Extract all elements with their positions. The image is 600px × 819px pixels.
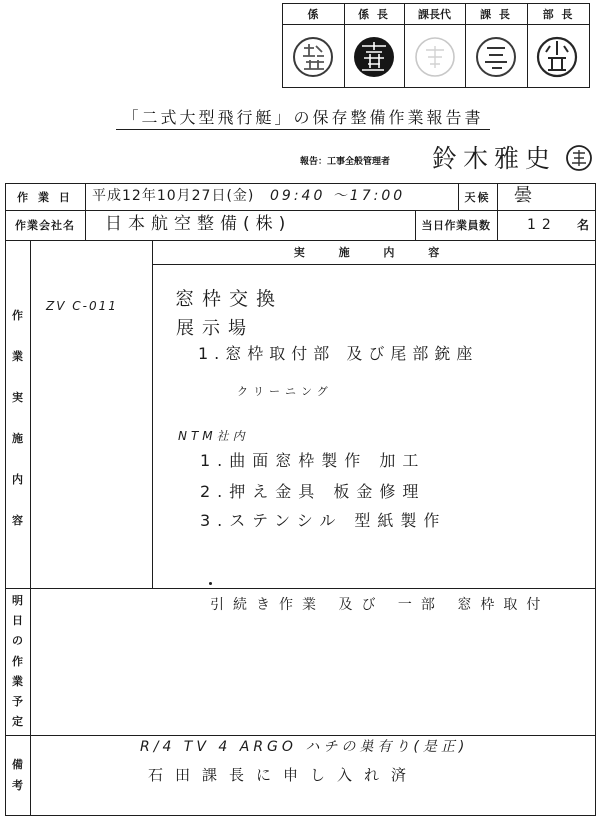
reporter-label: 報告：工事全般管理者 [300, 157, 391, 167]
plan-label-char: 日 [12, 614, 23, 628]
weather-label-cell [458, 183, 497, 210]
content-line: 窓枠交換 [175, 288, 284, 310]
approval-header-deputy-manager [404, 3, 465, 24]
document-title: 「二式大型飛行艇」の保存整備作業報告書 [116, 110, 490, 130]
plan-label-char: の [12, 634, 23, 648]
content-line: 展示場 [176, 318, 254, 339]
remarks-line: 石田課長に申し入れ済 [148, 766, 419, 784]
workers-label: 当日作業員数 [421, 219, 491, 232]
plan-label [5, 591, 30, 732]
work-time-value: 09:40 ～17:00 [270, 188, 406, 204]
company-label-cell [5, 210, 85, 240]
approval-header-text: 課長代 [418, 7, 451, 21]
reporter-name: 鈴木雅史 [432, 144, 557, 173]
weather-label: 天候 [464, 190, 491, 204]
row-rule-plan [5, 735, 596, 736]
seal-deputy-manager [416, 38, 454, 76]
content-line: 1.窓枠取付部 及び尾部銃座 [198, 344, 479, 363]
approval-header-staff [282, 3, 344, 24]
content-header-cell [152, 240, 596, 264]
company-label: 作業会社名 [15, 219, 75, 232]
seal-director [538, 38, 576, 76]
content-line: 3.ステンシル 型紙製作 [200, 511, 447, 530]
item-code: ZV C-011 [46, 299, 118, 313]
approval-header-text: 部 長 [542, 7, 575, 21]
workers-label-cell [415, 210, 497, 240]
plan-label-char: 明 [12, 594, 23, 607]
content-line: クリーニング [237, 385, 333, 398]
work-content-label-char: 容 [12, 514, 23, 527]
label-column-rule [30, 240, 31, 816]
work-date-value: 平成12年10月27日(金) [92, 188, 255, 204]
remarks-line: R/4 TV 4 ARGO ハチの巣有り(是正) [140, 739, 469, 755]
remarks-label-char: 考 [12, 779, 23, 792]
approval-header-text: 係 長 [358, 7, 390, 21]
seal-chief [354, 37, 394, 77]
approval-header-text: 係 [307, 7, 319, 21]
plan-label-char: 業 [12, 674, 23, 688]
work-content-label-char: 実 [12, 391, 23, 404]
content-line: 2.押え金具 板金修理 [200, 482, 426, 501]
work-content-label-char: 内 [12, 473, 23, 486]
content-line: NTM社内 [178, 429, 249, 443]
item-column-rule [152, 240, 153, 588]
row-rule-date [5, 210, 596, 211]
workers-unit: 名 [577, 218, 590, 232]
work-content-label-char: 作 [12, 309, 23, 322]
approval-header-manager [465, 3, 527, 24]
content-header-rule [152, 264, 596, 265]
work-date-label-cell [5, 183, 85, 210]
work-content-label [5, 295, 30, 541]
remarks-label [5, 754, 30, 796]
company-value: 日本航空整備(株) [105, 214, 292, 234]
work-content-label-char: 施 [12, 432, 23, 445]
reporter-seal [565, 144, 593, 172]
workers-count: 12 [527, 217, 557, 233]
plan-label-char: 作 [12, 654, 23, 668]
content-line: 1.曲面窓枠製作 加工 [200, 451, 426, 470]
plan-label-char: 定 [12, 715, 23, 729]
work-date-label: 作 業 日 [17, 190, 73, 204]
plan-label-char: 予 [12, 694, 23, 708]
seal-staff [294, 38, 332, 76]
content-header: 実 施 内 容 [293, 246, 455, 259]
column-rule [85, 183, 86, 240]
weather-value: 曇 [514, 185, 532, 206]
row-rule-work [5, 588, 596, 589]
approval-header-director [527, 3, 590, 24]
approval-seals [282, 24, 590, 88]
approval-header-chief [344, 3, 404, 24]
column-rule [497, 183, 498, 240]
ink-dot [209, 582, 212, 585]
seal-manager [477, 38, 515, 76]
approval-header-text: 課 長 [480, 7, 512, 21]
remarks-label-char: 備 [12, 758, 23, 771]
plan-text: 引続き作業 及び 一部 窓枠取付 [210, 597, 550, 613]
work-content-label-char: 業 [12, 350, 23, 363]
